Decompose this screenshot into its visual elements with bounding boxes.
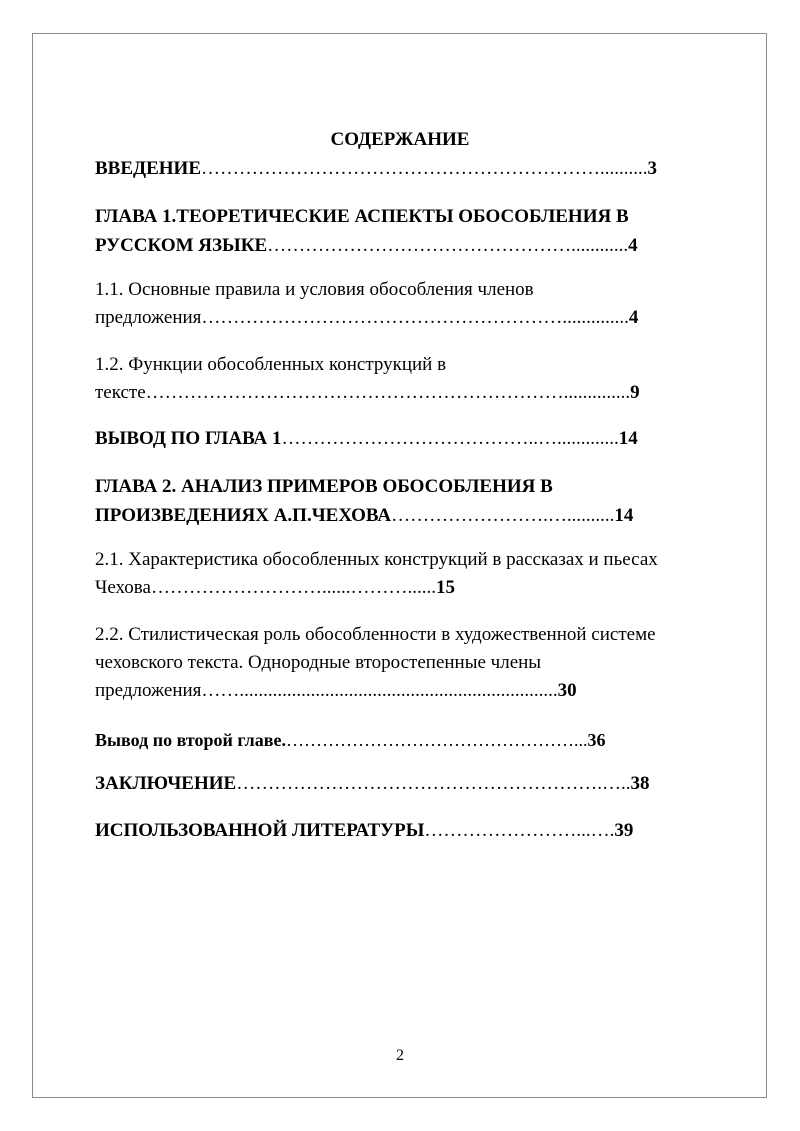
toc-title: СОДЕРЖАНИЕ	[330, 129, 470, 150]
entry-text: ЗАКЛЮЧЕНИЕ	[95, 773, 237, 794]
entry-page: 38	[630, 773, 650, 794]
toc-entry-2-2	[95, 621, 675, 705]
entry-page: 14	[618, 428, 638, 449]
entry-dots: …………………………………………............	[267, 235, 629, 256]
toc-entry-conclusion	[95, 770, 715, 798]
entry-dots: …………………….…..........	[391, 505, 615, 526]
toc-entry-chapter-1	[95, 202, 715, 260]
entry-dots: …………………………………………………..............	[201, 307, 629, 328]
entry-page: 36	[587, 730, 606, 750]
entry-text: ГЛАВА 2. АНАЛИЗ ПРИМЕРОВ ОБОСОБЛЕНИЯ В ПРОИЗВЕДЕНИЯХ А.П.ЧЕХОВА	[95, 476, 553, 526]
toc-entry-1-1	[95, 276, 655, 332]
toc-entry-introduction	[95, 155, 715, 183]
entry-text: Вывод по второй главе.	[95, 730, 286, 750]
entry-page: 4	[628, 235, 638, 256]
entry-dots: ………………………......………......	[150, 577, 436, 598]
entry-dots: …………………………………..….............	[281, 428, 619, 449]
toc-entry-conclusion-chapter-2	[95, 726, 715, 754]
entry-page: 14	[614, 505, 634, 526]
entry-dots: ……...................................................................	[201, 680, 558, 701]
entry-page: 15	[435, 577, 455, 598]
toc-entry-chapter-2	[95, 472, 705, 530]
entry-text: ВЫВОД ПО ГЛАВА 1	[95, 428, 282, 449]
entry-text: 1.1. Основные правила и условия обособления членов предложения	[95, 279, 534, 328]
entry-text: ВВЕДЕНИЕ	[95, 158, 201, 179]
toc-entry-conclusion-chapter-1	[95, 425, 715, 453]
entry-dots: …………………………………………………………..............	[145, 382, 631, 403]
entry-text: 1.2. Функции обособленных конструкций в тексте	[95, 354, 447, 403]
entry-page: 30	[557, 680, 577, 701]
entry-dots: ……………………...….	[424, 820, 615, 841]
entry-page: 3	[647, 158, 657, 179]
toc-entry-references	[95, 817, 715, 845]
entry-page: 39	[614, 820, 634, 841]
toc-entry-1-2	[95, 351, 640, 407]
entry-text: ИСПОЛЬЗОВАННОЙ ЛИТЕРАТУРЫ	[95, 820, 425, 841]
page-number: 2	[396, 1047, 404, 1064]
entry-dots: ………………………………………………………..........	[201, 158, 648, 179]
entry-dots: …………………………………………...	[285, 730, 588, 750]
toc-entry-2-1	[95, 546, 685, 602]
entry-text: 2.2. Стилистическая роль обособленности в художественной системе чеховского текста. Однородные второстепенные члены предложения	[95, 624, 656, 701]
entry-dots: ………………………………………………….…..	[236, 773, 631, 794]
entry-page: 4	[628, 307, 639, 328]
entry-text: 2.1. Характеристика обособленных конструкций в рассказах и пьесах Чехова	[95, 549, 658, 598]
entry-page: 9	[630, 382, 640, 403]
entry-text: ГЛАВА 1.ТЕОРЕТИЧЕСКИЕ АСПЕКТЫ ОБОСОБЛЕНИЯ В РУССКОМ ЯЗЫКЕ	[95, 206, 629, 256]
